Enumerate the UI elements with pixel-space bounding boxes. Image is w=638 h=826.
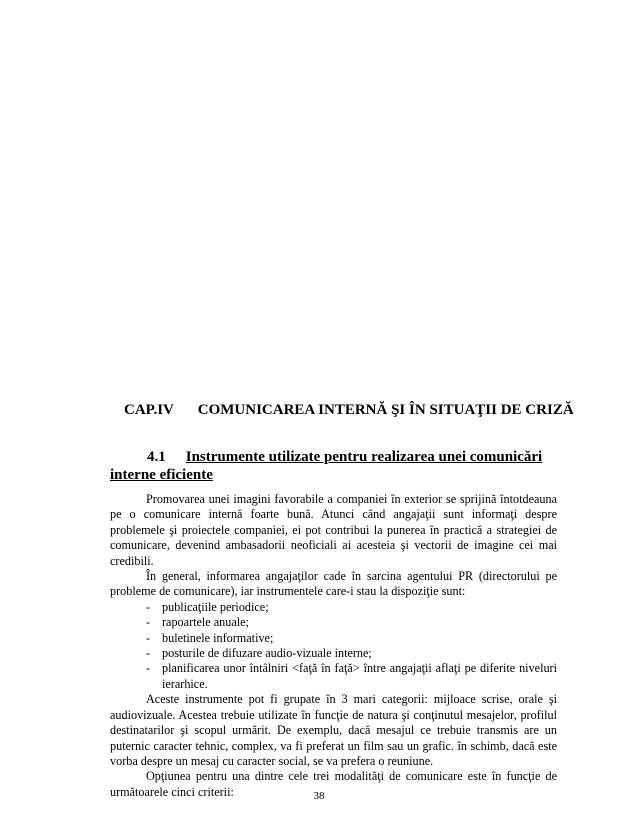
- list-item-text: posturile de difuzare audio-vizuale interne;: [162, 646, 372, 661]
- paragraph: Opţiunea pentru una dintre cele trei modalităţi de comunicare este în funcţie de următoarele cinci criterii:: [110, 769, 557, 799]
- chapter-title: COMUNICAREA INTERNĂ ŞI ÎN SITUAŢII DE CRIZĂ: [197, 402, 574, 418]
- page-number: 38: [313, 790, 325, 802]
- bullet-dash: -: [146, 615, 151, 630]
- list-item: [110, 615, 557, 630]
- instrument-list: [110, 600, 557, 692]
- list-item: [110, 600, 557, 615]
- bullet-dash: -: [146, 646, 151, 661]
- body-text: [110, 492, 557, 800]
- list-item: [110, 661, 557, 692]
- list-item: [110, 631, 557, 646]
- section-title: Instrumente utilizate pentru realizarea unei comunicări interne eficiente: [110, 449, 543, 483]
- paragraph: Aceste instrumente pot fi grupate în 3 mari categorii: mijloace scrise, orale şi audiovizuale. Acestea trebuie utilizate în funcţie de natura şi conţinutul mesajelor, profilul destinatarilor şi scopul urmărit. De exemplu, dacă mesajul ce trebuie transmis are un puternic caracter tehnic, complex, va fi preferat un film sau un grafic. în schimb, dacă este vorba despre un mesaj cu caracter social, se va prefera o reuniune.: [110, 692, 557, 768]
- paragraph: Promovarea unei imagini favorabile a companiei în exterior se sprijină întotdeauna pe o comunicare internă foarte bună. Atunci când angajaţii sunt informaţi despre problemele şi proiectele companiei, ei pot contribui la punerea în practică a strategiei de comunicare, devenind ambasadorii neoficiali ai acesteia şi vectorii de imagine cei mai credibili.: [110, 492, 557, 568]
- bullet-dash: -: [146, 661, 151, 676]
- list-item-text: publicaţiile periodice;: [162, 599, 269, 614]
- list-item-text: buletinele informative;: [162, 630, 274, 645]
- list-item: [110, 646, 557, 661]
- section-heading: [110, 448, 557, 484]
- section-number: 4.1: [147, 449, 166, 465]
- bullet-dash: -: [146, 599, 151, 614]
- chapter-number: CAP.IV: [124, 402, 174, 418]
- list-item-text: rapoartele anuale;: [162, 615, 249, 630]
- chapter-heading: [124, 402, 598, 419]
- paragraph: În general, informarea angajaţilor cade în sarcina agentului PR (directorului pe probleme de comunicare), iar instrumentele care-i stau la dispoziţie sunt:: [110, 569, 557, 599]
- bullet-dash: -: [146, 630, 151, 645]
- list-item-text: planificarea unor întâlniri <faţă în faţă> între angajaţii aflaţi pe diferite niveluri ierarhice.: [162, 661, 557, 691]
